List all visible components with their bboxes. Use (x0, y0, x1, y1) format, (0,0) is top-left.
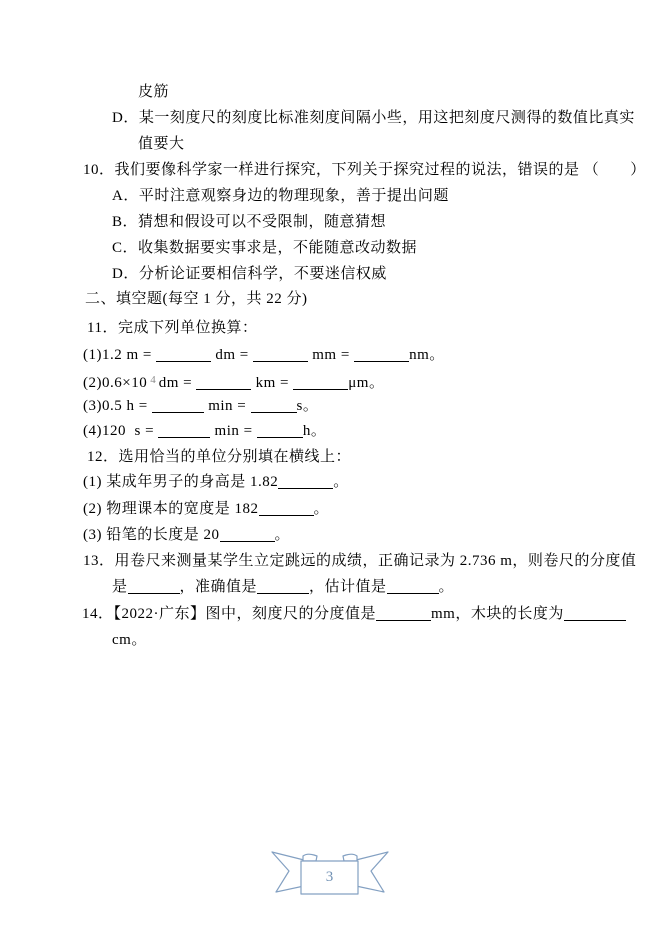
text-segment: 14．【2022·广东】图中，刻度尺的分度值是 (82, 606, 376, 622)
blank-field (293, 377, 348, 390)
page-number: 3 (325, 869, 334, 885)
q12-item3 (83, 527, 290, 544)
q10-optionC (112, 240, 417, 257)
text-segment: km = (251, 375, 294, 391)
text-segment: cm。 (112, 632, 147, 648)
text-segment: 13．用卷尺来测量某学生立定跳远的成绩，正确记录为 2.736 m，则卷尺的分度值 (83, 553, 637, 569)
q10-stem (83, 162, 646, 179)
q10-optionB (112, 214, 386, 231)
text-segment: min = (203, 398, 251, 414)
text-segment: h。 (302, 423, 327, 439)
blank-field (253, 349, 308, 362)
blank-field (152, 400, 204, 413)
blank-field (278, 476, 333, 489)
text-segment: ，准确值是 (179, 579, 258, 595)
text-segment: (3)0.5 h = (83, 398, 152, 414)
text-segment: B．猜想和假设可以不受限制，随意猜想 (112, 214, 387, 230)
text-segment: (3) 铅笔的长度是 20 (83, 527, 220, 543)
section-2-header (85, 291, 308, 308)
blank-field (376, 608, 431, 621)
text-segment: ，估计值是 (309, 579, 387, 595)
superscript-exponent: 4 (150, 374, 156, 386)
q11-item2 (83, 372, 384, 392)
blank-field (158, 425, 210, 438)
q11-item1 (83, 347, 445, 364)
q13-line1 (83, 553, 636, 570)
blank-field (354, 349, 409, 362)
text-segment: C．收集数据要实事求是，不能随意改动数据 (112, 240, 418, 256)
text-segment: 。 (274, 527, 291, 543)
text-segment: 皮筋 (138, 84, 170, 100)
text-segment: (1)1.2 m = (83, 347, 157, 363)
ribbon-right-wing (356, 852, 388, 892)
q12-stem (87, 449, 351, 466)
text-segment: 。 (438, 579, 455, 595)
text-segment: 。 (313, 501, 330, 517)
text-segment: dm = (158, 375, 197, 391)
ribbon-left-tab (303, 854, 317, 861)
q10-optionD (112, 266, 387, 283)
text-segment: D．某一刻度尺的刻度比标准刻度间隔小些，用这把刻度尺测得的数值比真实 (112, 110, 635, 126)
ribbon-left-wing (272, 852, 304, 892)
q11-item4 (83, 423, 326, 440)
blank-field (251, 400, 297, 413)
blank-field (257, 581, 309, 594)
text-segment: 。 (333, 474, 349, 490)
blank-field (220, 529, 275, 542)
blank-field (128, 581, 180, 594)
text-segment: mm = (308, 347, 355, 363)
q12-item1 (83, 474, 349, 491)
text-segment: min = (210, 423, 257, 439)
text-segment: mm，木块的长度为 (431, 606, 564, 622)
text-segment: 是 (112, 579, 128, 595)
q9-optionC-continuation (138, 84, 169, 101)
text-segment: A．平时注意观察身边的物理现象，善于提出问题 (112, 188, 449, 204)
ribbon-right-tab (343, 854, 357, 861)
text-segment: D．分析论证要相信科学，不要迷信权威 (112, 266, 387, 282)
q10-optionA (112, 188, 449, 205)
text-segment: 值要大 (138, 136, 185, 152)
q11-stem (87, 320, 257, 337)
q13-line2 (112, 579, 454, 596)
q14-line2 (112, 632, 147, 649)
text-segment: (1) 某成年男子的身高是 1.82 (83, 474, 279, 490)
text-segment: (2)0.6×10 (83, 375, 148, 391)
blank-field (257, 425, 303, 438)
text-segment: dm = (211, 347, 254, 363)
q12-item2 (83, 501, 329, 518)
blank-field (564, 608, 626, 621)
q14-line1 (82, 606, 626, 623)
text-segment: 11．完成下列单位换算： (87, 320, 258, 336)
text-segment: 二、填空题(每空 1 分，共 22 分) (85, 291, 308, 307)
text-segment: (2) 物理课本的宽度是 182 (83, 501, 259, 517)
q9-optionD-line2 (138, 136, 185, 153)
blank-field (156, 349, 211, 362)
text-segment: s。 (296, 398, 319, 414)
page-number-ribbon (258, 845, 402, 905)
q11-item3 (83, 398, 318, 415)
text-segment: 12．选用恰当的单位分别填在横线上： (87, 449, 352, 465)
blank-field (259, 503, 314, 516)
text-segment: nm。 (409, 347, 445, 363)
text-segment: 10．我们要像科学家一样进行探究，下列关于探究过程的说法，错误的是 （ ） (83, 162, 646, 178)
blank-field (387, 581, 439, 594)
q9-optionD-line1 (112, 110, 635, 127)
text-segment: μm。 (348, 375, 385, 391)
text-segment: (4)120 s = (83, 423, 159, 439)
blank-field (196, 377, 251, 390)
